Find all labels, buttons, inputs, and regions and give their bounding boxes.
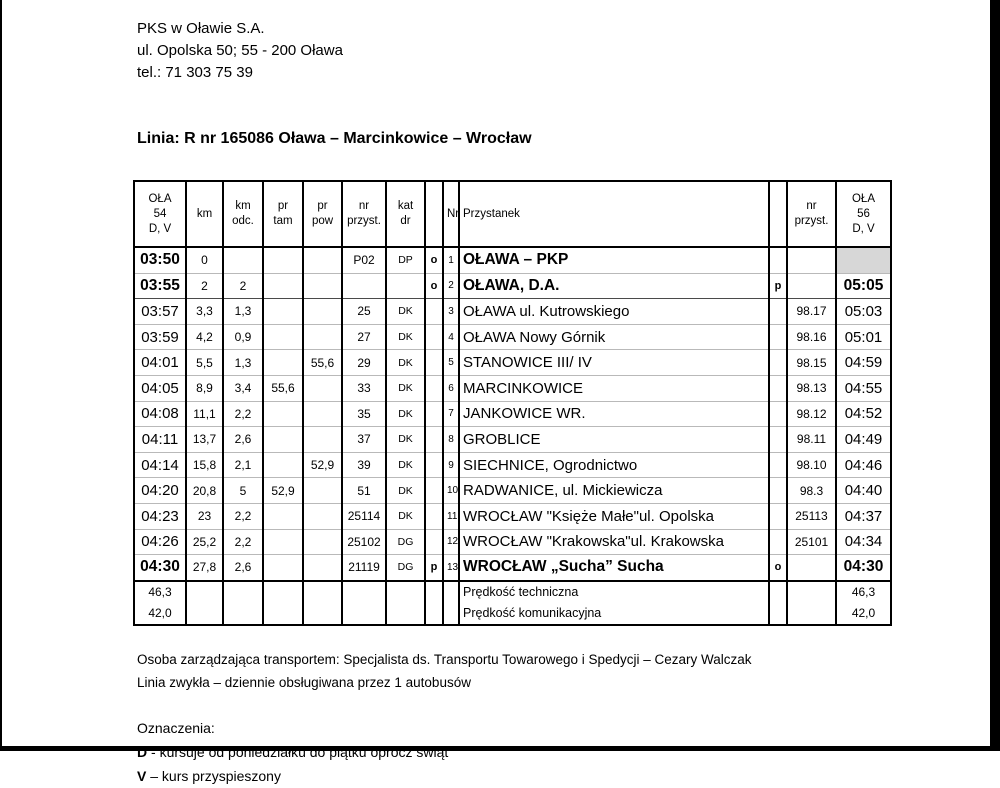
cell-time-out: 04:05 — [134, 375, 186, 401]
cell-nr: 7 — [443, 401, 459, 427]
cell-nr-przyst-ret: 98.11 — [787, 427, 836, 453]
cell-stop: OŁAWA ul. Kutrowskiego — [459, 299, 769, 325]
cell-nr-przyst: 51 — [342, 478, 386, 504]
legend-item — [137, 764, 977, 788]
cell-kat-dr: DK — [386, 401, 425, 427]
cell-time-ret: 05:01 — [836, 324, 891, 350]
cell-pr-pow — [303, 555, 342, 581]
cell-kat-dr: DK — [386, 350, 425, 376]
summary-empty-cell — [787, 603, 836, 625]
cell-km: 11,1 — [186, 401, 223, 427]
summary-empty-cell — [386, 581, 425, 603]
cell-pr-pow — [303, 273, 342, 299]
cell-km: 13,7 — [186, 427, 223, 453]
page-edge-left — [0, 0, 2, 751]
cell-mark-right — [769, 350, 787, 376]
timetable-row — [134, 273, 891, 299]
cell-mark-right — [769, 324, 787, 350]
timetable-row — [134, 375, 891, 401]
timetable-header-cell-nr_przyst_ret: nr przyst. — [787, 181, 836, 247]
cell-stop: JANKOWICE WR. — [459, 401, 769, 427]
cell-time-ret: 04:34 — [836, 529, 891, 555]
timetable — [133, 180, 892, 626]
summary-right-value: 46,3 — [836, 581, 891, 603]
cell-pr-tam: 52,9 — [263, 478, 303, 504]
cell-time-ret: 04:59 — [836, 350, 891, 376]
cell-pr-tam — [263, 350, 303, 376]
cell-pr-pow — [303, 401, 342, 427]
cell-nr: 3 — [443, 299, 459, 325]
timetable-header-cell-mark_right — [769, 181, 787, 247]
cell-time-out: 03:59 — [134, 324, 186, 350]
cell-time-out: 04:30 — [134, 555, 186, 581]
cell-mark-left — [425, 375, 443, 401]
cell-mark-right: o — [769, 555, 787, 581]
cell-mark-right — [769, 529, 787, 555]
cell-pr-tam — [263, 273, 303, 299]
cell-km-odc: 1,3 — [223, 350, 263, 376]
cell-time-out: 04:11 — [134, 427, 186, 453]
timetable-row — [134, 555, 891, 581]
cell-pr-tam: 55,6 — [263, 375, 303, 401]
cell-kat-dr: DK — [386, 452, 425, 478]
cell-mark-left: p — [425, 555, 443, 581]
cell-pr-pow — [303, 478, 342, 504]
timetable-header — [134, 181, 891, 247]
cell-kat-dr: DG — [386, 555, 425, 581]
cell-mark-left — [425, 529, 443, 555]
legend-title: Oznaczenia: — [137, 719, 215, 736]
timetable-row — [134, 299, 891, 325]
cell-pr-tam — [263, 452, 303, 478]
summary-label: Prędkość komunikacyjna — [459, 603, 769, 625]
cell-time-ret: 05:03 — [836, 299, 891, 325]
cell-nr: 5 — [443, 350, 459, 376]
cell-km: 0 — [186, 247, 223, 273]
cell-mark-right — [769, 247, 787, 273]
cell-km: 20,8 — [186, 478, 223, 504]
timetable-body — [134, 247, 891, 581]
cell-time-ret: 04:37 — [836, 503, 891, 529]
timetable-row — [134, 452, 891, 478]
cell-mark-left — [425, 452, 443, 478]
timetable-row — [134, 503, 891, 529]
timetable-header-cell-nr_przyst: nr przyst. — [342, 181, 386, 247]
legend-text: - kursuje od poniedziałku do piątku oprócz świąt — [147, 743, 449, 760]
cell-nr-przyst-ret: 25101 — [787, 529, 836, 555]
cell-nr-przyst: 27 — [342, 324, 386, 350]
cell-km-odc — [223, 247, 263, 273]
cell-km: 4,2 — [186, 324, 223, 350]
cell-km-odc: 1,3 — [223, 299, 263, 325]
cell-km-odc: 2,2 — [223, 529, 263, 555]
cell-time-out: 04:01 — [134, 350, 186, 376]
summary-empty-cell — [425, 603, 443, 625]
cell-time-out: 04:08 — [134, 401, 186, 427]
cell-nr: 2 — [443, 273, 459, 299]
cell-mark-left — [425, 503, 443, 529]
summary-empty-cell — [186, 603, 223, 625]
cell-time-ret: 04:30 — [836, 555, 891, 581]
cell-kat-dr: DK — [386, 324, 425, 350]
timetable-row — [134, 350, 891, 376]
cell-km: 23 — [186, 503, 223, 529]
summary-row — [134, 603, 891, 625]
cell-km: 5,5 — [186, 350, 223, 376]
line-service-line: Linia zwykła – dziennie obsługiwana przez 1 autobusów — [137, 674, 471, 690]
timetable-summary — [134, 581, 891, 625]
legend-symbol: V — [137, 767, 147, 784]
cell-kat-dr: DK — [386, 299, 425, 325]
cell-km-odc: 0,9 — [223, 324, 263, 350]
cell-time-out: 03:55 — [134, 273, 186, 299]
cell-pr-pow: 52,9 — [303, 452, 342, 478]
summary-empty-cell — [769, 603, 787, 625]
timetable-row — [134, 324, 891, 350]
cell-mark-right — [769, 452, 787, 478]
cell-mark-right — [769, 503, 787, 529]
summary-empty-cell — [263, 581, 303, 603]
timetable-header-cell-time_out: OŁA 54 D, V — [134, 181, 186, 247]
cell-kat-dr: DK — [386, 503, 425, 529]
timetable-row — [134, 247, 891, 273]
cell-km-odc: 5 — [223, 478, 263, 504]
cell-mark-left — [425, 350, 443, 376]
cell-nr-przyst-ret — [787, 247, 836, 273]
cell-nr-przyst: 37 — [342, 427, 386, 453]
cell-pr-pow — [303, 503, 342, 529]
cell-nr: 4 — [443, 324, 459, 350]
cell-pr-tam — [263, 247, 303, 273]
summary-empty-cell — [342, 603, 386, 625]
timetable-header-cell-stop: Przystanek — [459, 181, 769, 247]
cell-nr-przyst: 21119 — [342, 555, 386, 581]
timetable-header-cell-km_odc: km odc. — [223, 181, 263, 247]
cell-mark-left: o — [425, 247, 443, 273]
cell-mark-right — [769, 299, 787, 325]
cell-pr-pow — [303, 324, 342, 350]
cell-mark-right — [769, 478, 787, 504]
cell-nr-przyst: 33 — [342, 375, 386, 401]
cell-nr: 10 — [443, 478, 459, 504]
timetable-header-cell-mark_left — [425, 181, 443, 247]
summary-empty-cell — [425, 581, 443, 603]
transport-manager-line: Osoba zarządzająca transportem: Specjalista ds. Transportu Towarowego i Spedycji – Cezary Walczak — [137, 651, 752, 667]
timetable-header-cell-pr_pow: pr pow — [303, 181, 342, 247]
cell-nr: 9 — [443, 452, 459, 478]
cell-nr: 11 — [443, 503, 459, 529]
timetable-row — [134, 478, 891, 504]
cell-stop: OŁAWA Nowy Górnik — [459, 324, 769, 350]
summary-left-value: 42,0 — [148, 606, 172, 621]
cell-km: 2 — [186, 273, 223, 299]
summary-row — [134, 581, 891, 603]
cell-nr-przyst-ret: 98.10 — [787, 452, 836, 478]
cell-time-out: 03:57 — [134, 299, 186, 325]
summary-empty-cell — [443, 603, 459, 625]
cell-stop: STANOWICE III/ IV — [459, 350, 769, 376]
cell-mark-left — [425, 427, 443, 453]
summary-empty-cell — [223, 581, 263, 603]
summary-empty-cell — [787, 581, 836, 603]
summary-empty-cell — [342, 581, 386, 603]
cell-km-odc: 2,2 — [223, 503, 263, 529]
summary-empty-cell — [303, 603, 342, 625]
cell-mark-left — [425, 299, 443, 325]
summary-label: Prędkość techniczna — [459, 581, 769, 603]
cell-pr-pow — [303, 529, 342, 555]
timetable-header-cell-time_ret: OŁA 56 D, V — [836, 181, 891, 247]
cell-pr-tam — [263, 299, 303, 325]
cell-kat-dr: DK — [386, 478, 425, 504]
cell-time-out: 04:26 — [134, 529, 186, 555]
cell-nr-przyst-ret — [787, 555, 836, 581]
cell-time-ret — [836, 247, 891, 273]
cell-nr-przyst — [342, 273, 386, 299]
cell-nr: 13 — [443, 555, 459, 581]
line-title: Linia: R nr 165086 Oława – Marcinkowice – Wrocław — [137, 130, 532, 147]
document-page — [137, 18, 977, 788]
summary-empty-cell — [769, 581, 787, 603]
cell-km-odc: 3,4 — [223, 375, 263, 401]
cell-nr-przyst: P02 — [342, 247, 386, 273]
cell-nr: 1 — [443, 247, 459, 273]
cell-nr-przyst-ret: 98.12 — [787, 401, 836, 427]
cell-nr-przyst-ret: 98.3 — [787, 478, 836, 504]
cell-stop: WROCŁAW „Sucha” Sucha — [459, 555, 769, 581]
cell-time-out: 04:23 — [134, 503, 186, 529]
cell-nr-przyst: 25114 — [342, 503, 386, 529]
cell-pr-pow — [303, 299, 342, 325]
cell-nr-przyst-ret: 98.13 — [787, 375, 836, 401]
cell-km-odc: 2,6 — [223, 427, 263, 453]
cell-km-odc: 2,6 — [223, 555, 263, 581]
cell-pr-pow — [303, 427, 342, 453]
cell-time-ret: 04:55 — [836, 375, 891, 401]
cell-km-odc: 2,1 — [223, 452, 263, 478]
cell-nr-przyst-ret — [787, 273, 836, 299]
cell-time-ret: 04:46 — [836, 452, 891, 478]
summary-empty-cell — [443, 581, 459, 603]
cell-pr-tam — [263, 555, 303, 581]
cell-nr: 8 — [443, 427, 459, 453]
cell-km-odc: 2 — [223, 273, 263, 299]
company-address: ul. Opolska 50; 55 - 200 Oława — [137, 42, 343, 59]
cell-km-odc: 2,2 — [223, 401, 263, 427]
cell-nr-przyst: 35 — [342, 401, 386, 427]
cell-nr-przyst: 39 — [342, 452, 386, 478]
timetable-header-cell-kat_dr: kat dr — [386, 181, 425, 247]
cell-pr-tam — [263, 503, 303, 529]
cell-pr-tam — [263, 324, 303, 350]
cell-nr-przyst: 25 — [342, 299, 386, 325]
cell-time-out: 03:50 — [140, 251, 180, 269]
cell-mark-right: p — [769, 273, 787, 299]
cell-time-ret: 05:05 — [836, 273, 891, 299]
summary-empty-cell — [263, 603, 303, 625]
cell-kat-dr: DG — [386, 529, 425, 555]
cell-mark-left — [425, 478, 443, 504]
cell-km: 3,3 — [186, 299, 223, 325]
cell-stop: RADWANICE, ul. Mickiewicza — [459, 478, 769, 504]
page-edge-right — [990, 0, 1000, 751]
cell-pr-pow: 55,6 — [303, 350, 342, 376]
cell-stop: OŁAWA, D.A. — [459, 273, 769, 299]
timetable-header-cell-nr: Nr — [443, 181, 459, 247]
cell-pr-pow — [303, 375, 342, 401]
timetable-header-cell-km: km — [186, 181, 223, 247]
summary-empty-cell — [223, 603, 263, 625]
cell-mark-left: o — [425, 273, 443, 299]
cell-stop: MARCINKOWICE — [459, 375, 769, 401]
cell-time-out: 04:20 — [134, 478, 186, 504]
cell-nr-przyst: 29 — [342, 350, 386, 376]
cell-stop: WROCŁAW "Księże Małe"ul. Opolska — [459, 503, 769, 529]
cell-nr-przyst-ret: 98.17 — [787, 299, 836, 325]
company-phone: tel.: 71 303 75 39 — [137, 64, 253, 81]
cell-kat-dr: DK — [386, 375, 425, 401]
cell-pr-pow — [303, 247, 342, 273]
cell-nr-przyst-ret: 98.15 — [787, 350, 836, 376]
legend-text: – kurs przyspieszony — [146, 767, 281, 784]
cell-kat-dr — [386, 273, 425, 299]
cell-pr-tam — [263, 529, 303, 555]
cell-pr-tam — [263, 427, 303, 453]
cell-nr: 12 — [443, 529, 459, 555]
cell-km: 8,9 — [186, 375, 223, 401]
summary-empty-cell — [303, 581, 342, 603]
timetable-row — [134, 529, 891, 555]
cell-nr-przyst-ret: 25113 — [787, 503, 836, 529]
cell-km: 25,2 — [186, 529, 223, 555]
cell-kat-dr: DK — [386, 427, 425, 453]
timetable-row — [134, 401, 891, 427]
timetable-header-cell-pr_tam: pr tam — [263, 181, 303, 247]
cell-pr-tam — [263, 401, 303, 427]
legend-item — [137, 740, 977, 764]
company-name: PKS w Oławie S.A. — [137, 20, 265, 37]
cell-mark-right — [769, 427, 787, 453]
cell-time-out: 04:14 — [134, 452, 186, 478]
cell-stop: SIECHNICE, Ogrodnictwo — [459, 452, 769, 478]
cell-nr-przyst-ret: 98.16 — [787, 324, 836, 350]
cell-nr: 6 — [443, 375, 459, 401]
timetable-row — [134, 427, 891, 453]
cell-stop: GROBLICE — [459, 427, 769, 453]
cell-km: 15,8 — [186, 452, 223, 478]
cell-km: 27,8 — [186, 555, 223, 581]
cell-mark-left — [425, 324, 443, 350]
summary-right-value: 42,0 — [836, 603, 891, 625]
cell-time-ret: 04:52 — [836, 401, 891, 427]
legend-symbol: D — [137, 743, 148, 760]
cell-kat-dr: DP — [386, 247, 425, 273]
cell-nr-przyst: 25102 — [342, 529, 386, 555]
cell-mark-right — [769, 375, 787, 401]
summary-left-value: 46,3 — [134, 581, 186, 603]
cell-mark-right — [769, 401, 787, 427]
cell-stop: WROCŁAW "Krakowska"ul. Krakowska — [459, 529, 769, 555]
cell-stop: OŁAWA – PKP — [459, 247, 769, 273]
summary-empty-cell — [186, 581, 223, 603]
cell-time-ret: 04:40 — [836, 478, 891, 504]
cell-mark-left — [425, 401, 443, 427]
cell-time-ret: 04:49 — [836, 427, 891, 453]
summary-empty-cell — [386, 603, 425, 625]
